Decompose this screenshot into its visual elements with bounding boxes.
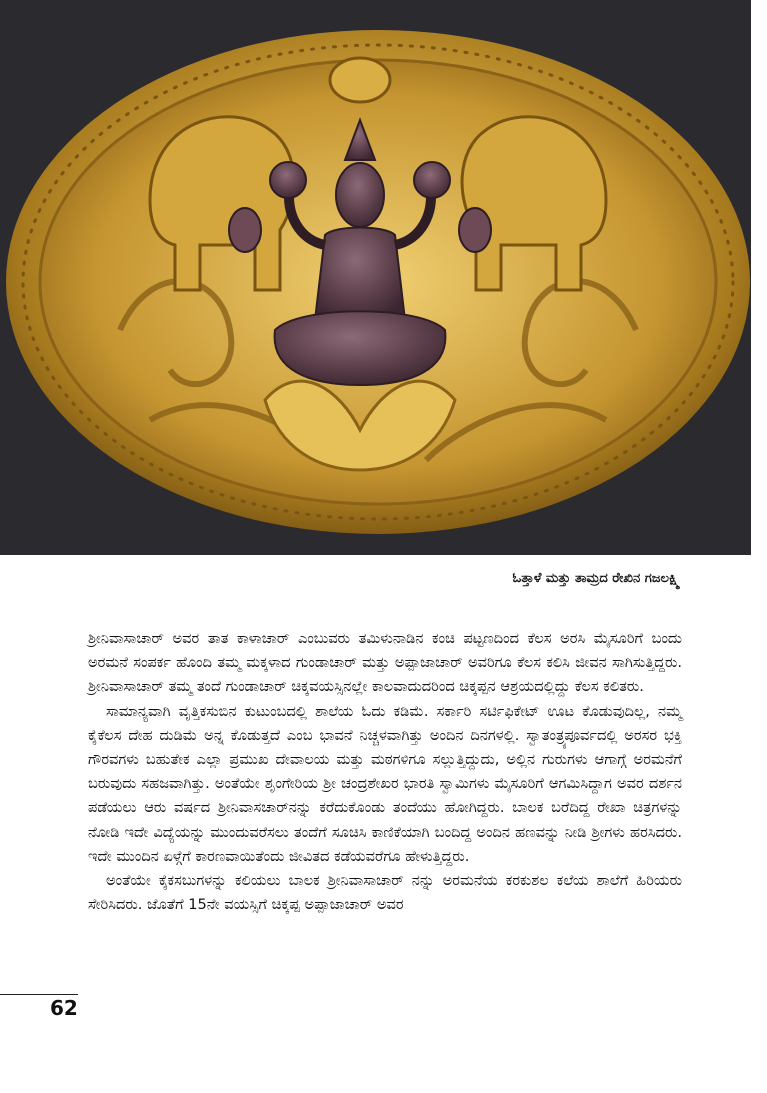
page-number-rule [0,994,78,995]
gajalakshmi-plate-illustration [0,0,751,555]
paragraph: ಸಾಮಾನ್ಯವಾಗಿ ವೃತ್ತಿಕಸುಬಿನ ಕುಟುಂಬದಲ್ಲಿ ಶಾಲೆಯ ಓದು ಕಡಿಮೆ. ಸರ್ಕಾರಿ ಸರ್ಟಿಫಿಕೇಟ್ ಊಟ ಕೊಡುವುದಿಲ್ಲ, ನಮ್ಮ ಕೈಕೆಲಸ ದೇಹ ದುಡಿಮೆ ಅನ್ನ ಕೊಡುತ್ತದೆ ಎಂಬ ಭಾವನೆ ನಿಚ್ಚಳವಾಗಿತ್ತು ಅಂದಿನ ದಿನಗಳಲ್ಲಿ. ಸ್ವಾತಂತ್ರ್ಯಪೂರ್ವದಲ್ಲಿ ಅರಸರ ಭಕ್ತಿ ಗೌರವಗಳು ಬಹುತೇಕ ಎಲ್ಲಾ ಪ್ರಮುಖ ದೇವಾಲಯ ಮತ್ತು ಮಠಗಳಿಗೂ ಸಲ್ಲುತ್ತಿದ್ದುದು, ಅಲ್ಲಿನ ಗುರುಗಳು ಆಗಾಗ್ಗೆ ಅರಮನೆಗೆ ಬರುವುದು ಸಹಜವಾಗಿತ್ತು. ಅಂತೆಯೇ ಶೃಂಗೇರಿಯ ಶ್ರೀ ಚಂದ್ರಶೇಖರ ಭಾರತಿ ಸ್ವಾಮಿಗಳು ಮೈಸೂರಿಗೆ ಆಗಮಿಸಿದ್ದಾಗ ಅವರ ದರ್ಶನ ಪಡೆಯಲು ಆರು ವರ್ಷದ ಶ್ರೀನಿವಾಸಚಾರ್‌ನನ್ನು ಕರೆದುಕೊಂಡು ತಂದೆಯು ಹೋಗಿದ್ದರು. ಬಾಲಕ ಬರೆದಿದ್ದ ರೇಖಾ ಚಿತ್ರಗಳನ್ನು ನೋಡಿ ಇದೇ ವಿದ್ಯೆಯನ್ನು ಮುಂದುವರೆಸಲು ತಂದೆಗೆ ಸೂಚಿಸಿ ಕಾಣಿಕೆಯಾಗಿ ಬಂದಿದ್ದ ಅಂದಿನ ಹಣವನ್ನು ನೀಡಿ ಶ್ರೀಗಳು ಹರಸಿದರು. ಇದೇ ಮುಂದಿನ ಏಳ್ಗೆಗೆ ಕಾರಣವಾಯಿತೆಂದು ಜೀವಿತದ ಕಡೆಯವರೆಗೂ ಹೇಳುತ್ತಿದ್ದರು. [88,702,682,865]
page-number: 62 [50,996,78,1020]
paragraph: ಶ್ರೀನಿವಾಸಾಚಾರ್ ಅವರ ತಾತ ಕಾಳಾಚಾರ್ ಎಂಬುವರು ತಮಿಳುನಾಡಿನ ಕಂಚಿ ಪಟ್ಟಣದಿಂದ ಕೆಲಸ ಅರಸಿ ಮೈಸೂರಿಗೆ ಬಂದು ಅರಮನೆ ಸಂಪರ್ಕ ಹೊಂದಿ ತಮ್ಮ ಮಕ್ಕಳಾದ ಗುಂಡಾಚಾರ್ ಮತ್ತು ಅಪ್ಪಾಜಾಚಾರ್ ಅವರಿಗೂ ಕೆಲಸ ಕಲಿಸಿ ಜೀವನ ಸಾಗಿಸುತ್ತಿದ್ದರು. ಶ್ರೀನಿವಾಸಾಚಾರ್ ತಮ್ಮ ತಂದೆ ಗುಂಡಾಚಾರ್ ಚಿಕ್ಕವಯಸ್ಸಿನಲ್ಲೇ ಕಾಲವಾದುದರಿಂದ ಚಿಕ್ಕಪ್ಪನ ಆಶ್ರಯದಲ್ಲಿದ್ದು ಕೆಲಸ ಕಲಿತರು. [88,630,682,696]
paragraph: ಅಂತೆಯೇ ಕೈಕಸಬುಗಳನ್ನು ಕಲಿಯಲು ಬಾಲಕ ಶ್ರೀನಿವಾಸಾಚಾರ್ ನನ್ನು ಅರಮನೆಯ ಕರಕುಶಲ ಕಲೆಯ ಶಾಲೆಗೆ ಹಿರಿಯರು ಸೇರಿಸಿದರು. ಜೊತೆಗೆ 15ನೇ ವಯಸ್ಸಿಗೆ ಚಿಕ್ಕಪ್ಪ ಅಪ್ಪಾಜಾಚಾರ್ ಅವರ [88,872,682,914]
photo-caption: ಓತ್ತಾಳೆ ಮತ್ತು ತಾಮ್ರದ ರೇಖಿನ ಗಜಲಕ್ಷ್ಮಿ [512,571,680,586]
gajalakshmi-photo [0,0,751,555]
article-body [88,627,682,917]
